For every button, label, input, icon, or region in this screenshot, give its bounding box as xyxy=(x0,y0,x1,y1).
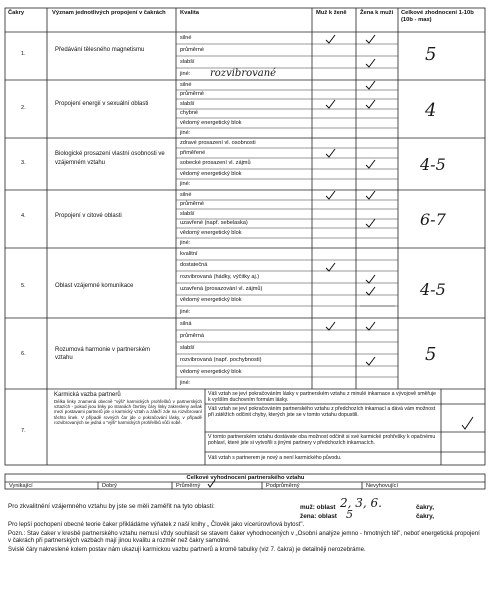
footer-paragraph: Pro lepší pochopení obecné teorie čaker přikládáme výňatek z naší knihy „ Člověk jako vícerúrovňová bytost". xyxy=(8,521,305,528)
quality-item: slabší xyxy=(180,211,195,217)
row-number: 1. xyxy=(21,51,26,57)
header-meaning: Význam jednotlivých propojení v čakrách xyxy=(52,10,166,16)
score-value: 4-5 xyxy=(420,280,446,299)
karmic-option: Váš vztah s partnerem je nový a není karmického původu. xyxy=(208,455,342,461)
quality-item: uzavřené (např. sebelaska) xyxy=(180,220,248,226)
quality-item: jiné: xyxy=(180,309,191,315)
quality-item: vědomý energetický blok xyxy=(180,120,242,126)
header-woman: Žena k muži xyxy=(360,10,394,16)
row-meaning: Biologické prosazení vlastní osobnosti ve vzájemném vztahu xyxy=(55,151,165,166)
quality-item: vědomý energetický blok xyxy=(180,230,242,236)
row-meaning: Oblast vzájemné komunikace xyxy=(55,283,134,289)
quality-item: vědomý energetický blok xyxy=(180,171,242,177)
quality-item: zdravé prosazení vl. osobnosti xyxy=(180,140,256,146)
chakry-label: čakry, xyxy=(416,504,435,511)
row-number: 3. xyxy=(21,160,26,166)
row-meaning: Předávání tělesného magnetismu xyxy=(55,47,145,53)
quality-item: průměrná xyxy=(180,333,204,339)
row-meaning: Propojení v citové oblasti xyxy=(55,213,122,219)
karmic-option: Váš vztah se jeví pokračováním partnerského vztahu z předchozích inkarnací a dává vám možnost při zátěžích odčinit chyby, kterých jste se v tomto vztahu dopustili. xyxy=(208,406,436,418)
row-meaning: Rozumová harmonie v partnerském vztahu xyxy=(55,347,151,361)
footer-paragraph: Svislé čáry nakreslené kolem postav nám ukazují karmickou vazbu partnerů a kromě tabulky (viz 7. čakra) je detailněji nerozebráme. xyxy=(8,546,366,553)
quality-item: kvalitní xyxy=(180,251,198,257)
footer-paragraph: Pozn.: Stav čaker v kresbě partnerského vztahu nemusí vždy souhlasit se stavem čaker vyhodnocených v „Osobní analýze jemno - hmotných těl", neboť energetická propojení v čakrách při partnerských vazbách mají jinou kvalitu a rozměr než čakry samotné. xyxy=(8,530,480,545)
quality-item: vědomý energetický blok xyxy=(180,369,242,375)
quality-item: rozvibrovaná (hádky, výčitky aj.) xyxy=(180,274,260,280)
quality-item: průměrné xyxy=(180,47,204,53)
woman-value: 5 xyxy=(346,508,353,521)
quality-item: průměrné xyxy=(180,201,204,207)
quality-item: jiné: xyxy=(180,181,191,187)
man-value: 2, 3, 6. xyxy=(340,496,382,510)
header-man: Muž k ženě xyxy=(316,10,347,16)
overall-title: Celkové vyhodnocení partnerského vztahu xyxy=(186,475,305,481)
quality-item: přiměřené xyxy=(180,150,206,156)
quality-item: vědomý energetický blok xyxy=(180,297,242,303)
row-number: 4. xyxy=(21,213,26,219)
quality-item: silné xyxy=(180,35,192,41)
karmic-option: V tomto partnerském vztahu dostávate oba možnost odčinit si své karmické prohřešky k opačnému pohlaví, které jste si vytvořili s jinými partnery v předchozích inkarnacích. xyxy=(208,434,436,446)
karmic-description: Délka linky znamená obecně "výši" karmických prohřešků v partnerských vztazích - pokud jsou linky po stranách čtvrtiny čáry linky zakresleny avšak mezi postavami partnerů jde o karmický vztah a záleží zde na rozvibrovaní těchto linek. V případě rovných čar jde o pokračování lásky, v případě rozvibrovaných se jedná o "výši" karmických prohřešků vůči sobě. xyxy=(54,399,202,425)
score-value: 5 xyxy=(425,344,437,365)
quality-item: jiné: xyxy=(180,240,191,246)
row-meaning: Propojení energií v sexuální oblasti xyxy=(55,101,149,107)
karmic-option: Váš vztah se jeví pokračováním lásky v partnerském vztahu z minulé inkarnace a vývojově směřuje k vyšším duchovním formám lásky. xyxy=(208,391,437,403)
quality-item: silné xyxy=(180,192,192,198)
chakry-label: čakry, xyxy=(416,513,435,520)
quality-item: chybné xyxy=(180,110,199,116)
footer-intro: Pro zkvalitnění vzájemného vztahu by jste se měli zaměřit na tyto oblasti: xyxy=(8,503,215,510)
quality-item: slabší xyxy=(180,345,195,351)
quality-item: silné xyxy=(180,82,192,88)
quality-item: uzavřená (prosazování vl. zájmů) xyxy=(180,286,263,292)
quality-item: slabší xyxy=(180,101,195,107)
overall-option: Průměrný xyxy=(176,483,201,489)
score-value: 4 xyxy=(425,100,437,121)
score-value: 6-7 xyxy=(420,210,446,229)
overall-option: Dobrý xyxy=(102,483,117,489)
overall-option: Vynikající xyxy=(9,483,33,489)
row-number: 5. xyxy=(21,283,26,289)
man-label: muž: oblast xyxy=(300,504,336,511)
score-value: 4-5 xyxy=(420,155,446,174)
header-total: Celkové zhodnocení 1-10b (10b - max) xyxy=(401,10,474,23)
header-chakra: Čakry xyxy=(8,10,25,16)
quality-item: sobecké prosazení vl. zájmů xyxy=(180,160,251,166)
quality-item: jiné: xyxy=(180,71,191,77)
overall-option: Podprůměrný xyxy=(266,483,300,489)
overall-option: Nevyhovující xyxy=(366,483,399,489)
quality-item: průměrné xyxy=(180,91,204,97)
row-number: 6. xyxy=(21,351,26,357)
quality-item: jiné: xyxy=(180,380,191,386)
row-number: 2. xyxy=(21,105,26,111)
score-value: 5 xyxy=(425,44,437,65)
quality-item: silná xyxy=(180,321,192,327)
quality-item: dostatečná xyxy=(180,262,208,268)
quality-item: rozvibrovaná (např. pochybnosti) xyxy=(180,357,262,363)
karmic-title: Karmická vazba partnerů xyxy=(54,392,121,398)
quality-item: slabší xyxy=(180,59,195,65)
row-number: 7. xyxy=(21,428,26,434)
header-quality: Kvalita xyxy=(180,10,200,16)
quality-item: jiné: xyxy=(180,130,191,136)
handwritten-note: rozvibrované xyxy=(210,68,277,79)
woman-label: žena: oblast xyxy=(300,513,337,520)
